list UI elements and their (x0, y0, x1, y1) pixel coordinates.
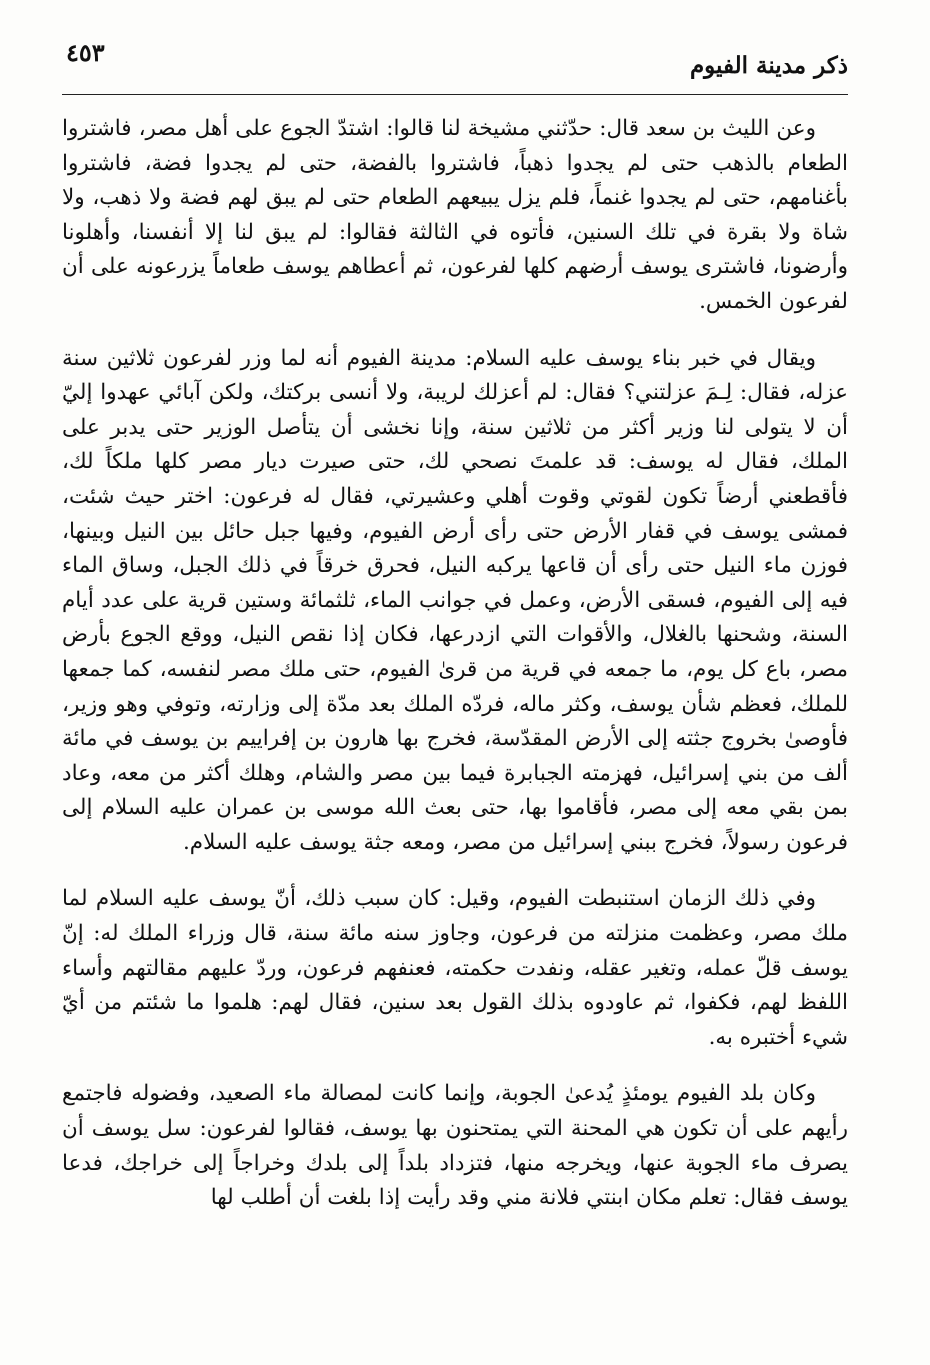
paragraph-3: وفي ذلك الزمان استنبطت الفيوم، وقيل: كان سبب ذلك، أنّ يوسف عليه السلام لما ملك مصر، وعظمت منزلته من فرعون، وجاوز سنه مائة سنة، قال وزراء الملك له: إنّ يوسف قلّ عمله، وتغير عقله، ونفدت حكمته، فعنفهم فرعون، وردّ عليهم مقالتهم وأساء اللفظ لهم، فكفوا، ثم عاودوه بذلك القول بعد سنين، فقال لهم: هلموا ما شئتم من أيّ شيء أختبره به. (62, 886, 848, 1050)
paragraph-1: وعن الليث بن سعد قال: حدّثني مشيخة لنا قالوا: اشتدّ الجوع على أهل مصر، فاشتروا الطعام بالذهب حتى لم يجدوا ذهباً، فاشتروا بالفضة، حتى لم يجدوا فضة، فاشتروا بأغنامهم، حتى لم يجدوا غنماً، فلم يزل يبيعهم الطعام حتى لم يبق لهم فضة ولا ذهب، ولا شاة ولا بقرة في تلك السنين، فأتوه في الثالثة فقالوا: لم يبق لنا إلا أنفسنا، وأهلونا وأرضونا، فاشترى يوسف أرضهم كلها لفرعون، ثم أعطاهم يوسف طعاماً يزرعونه على أن لفرعون الخمس. (62, 116, 848, 314)
page-body (62, 112, 848, 1216)
running-title: ذكر مدينة الفيوم (689, 52, 848, 79)
page-header (62, 34, 848, 90)
paragraph-4: وكان بلد الفيوم يومئذٍ يُدعىٰ الجوبة، وإنما كانت لمصالة ماء الصعيد، وفضوله فاجتمع رأيهم على أن تكون هي المحنة التي يمتحنون بها يوسف، فقالوا لفرعون: سل يوسف أن يصرف ماء الجوبة عنها، ويخرجه منها، فتزداد بلداً إلى بلدك وخراجاً إلى خراجك، فدعا يوسف فقال: تعلم مكان ابنتي فلانة مني وقد رأيت إذا بلغت أن أطلب لها (62, 1081, 848, 1211)
paragraph-2: ويقال في خبر بناء يوسف عليه السلام: مدينة الفيوم أنه لما وزر لفرعون ثلاثين سنة عزله، فقال: لِـمَ عزلتني؟ فقال: لم أعزلك لريبة، ولا أنسى بركتك، ولكن آبائي عهدوا إليّ أن لا يتولى لنا وزير أكثر من ثلاثين سنة، وإنا نخشى أن يتأصل الوزير حتى يدبر على الملك، فقال له يوسف: قد علمتَ نصحي لك، حتى صيرت ديار مصر كلها ملكاً لك، فأقطعني أرضاً تكون لقوتي وقوت أهلي وعشيرتي، فقال له فرعون: اختر حيث شئت، فمشى يوسف في قفار الأرض حتى رأى أرض الفيوم، وفيها جبل حائل بين النيل وبينها، فوزن ماء النيل حتى رأى أن قاعها يركبه النيل، فحرق خرقاً في ذلك الجبل، وساق الماء فيه إلى الفيوم، فسقى الأرض، وعمل في جوانب الماء، ثلثمائة وستين قرية على عدد أيام السنة، وشحنها بالغلال، والأقوات التي ازدرعها، فكان إذا نقص النيل، ووقع الجوع بأرض مصر، باع كل يوم، ما جمعه في قرية من قرىٰ الفيوم، حتى ملك مصر لنفسه، كما جمعها للملك، فعظم شأن يوسف، وكثر ماله، فردّه الملك بعد مدّة إلى وزارته، وتوفي وهو وزير، فأوصىٰ بخروج جثته إلى الأرض المقدّسة، فخرج بها هارون بن إفراييم بن يوسف في مائة ألف من بني إسرائيل، فهزمته الجبابرة فيما بين مصر والشام، وهلك أكثر من معه، وعاد بمن بقي معه إلى مصر، فأقاموا بها، حتى بعث الله موسى بن عمران عليه السلام إلى فرعون رسولاً، فخرج ببني إسرائيل من مصر، ومعه جثة يوسف عليه السلام. (62, 345, 848, 855)
page-number: ٤٥٣ (66, 38, 105, 67)
header-rule (62, 94, 848, 95)
